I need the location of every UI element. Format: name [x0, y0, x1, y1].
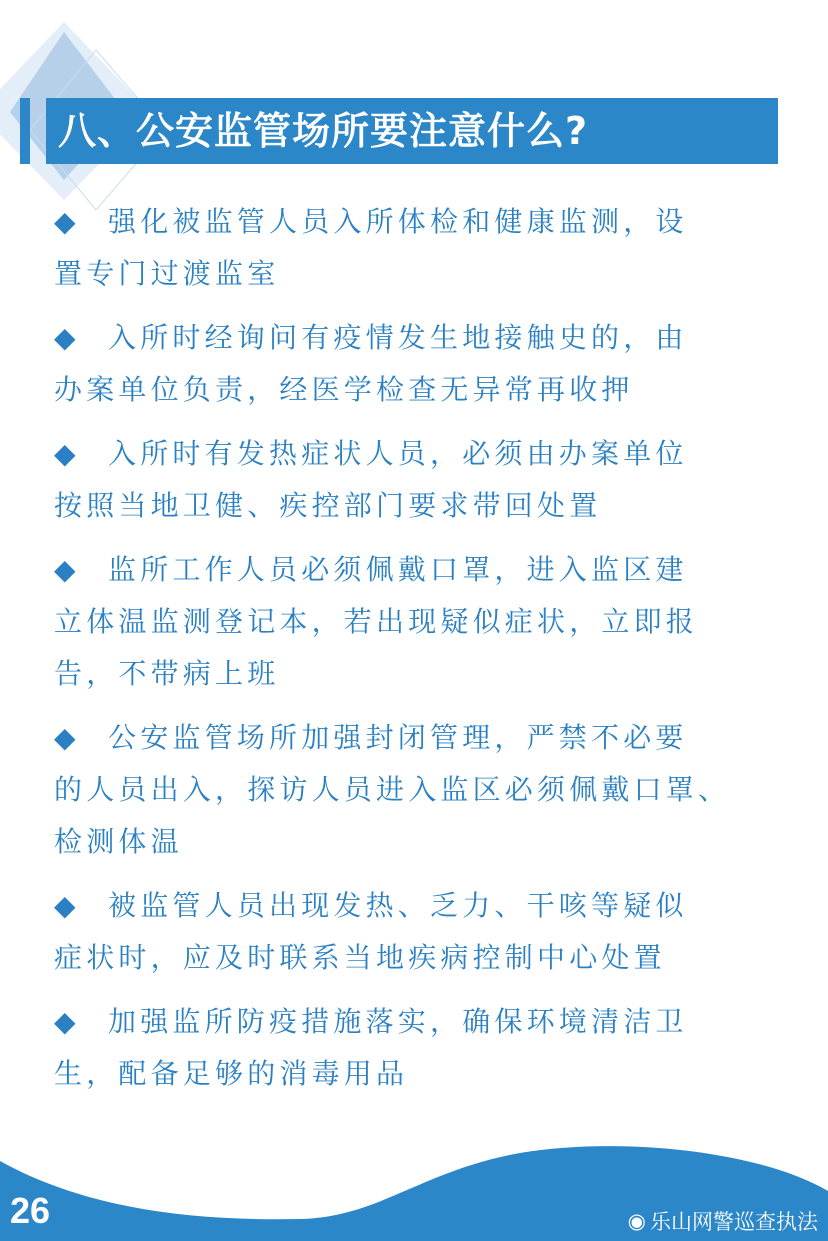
bullet-list	[54, 196, 794, 1112]
diamond-icon: ◆	[54, 1005, 80, 1038]
item-text: 强化被监管人员入所体检和健康监测，设	[108, 205, 688, 238]
item-text: 生，配备足够的消毒用品	[54, 1057, 409, 1090]
list-item	[54, 428, 794, 532]
item-text: 症状时，应及时联系当地疾病控制中心处置	[54, 941, 666, 974]
item-text: 检测体温	[54, 825, 183, 858]
item-line	[54, 248, 794, 300]
item-text: 的人员出入，探访人员进入监区必须佩戴口罩、	[54, 773, 731, 806]
item-line	[54, 932, 794, 984]
diamond-icon: ◆	[54, 889, 80, 922]
item-text: 按照当地卫健、疾控部门要求带回处置	[54, 489, 602, 522]
item-line	[54, 196, 794, 248]
item-line	[54, 764, 794, 816]
diamond-icon: ◆	[54, 321, 80, 354]
item-text: 入所时有发热症状人员，必须由办案单位	[108, 437, 688, 470]
item-text: 被监管人员出现发热、乏力、干咳等疑似	[108, 889, 688, 922]
list-item	[54, 880, 794, 984]
diamond-icon: ◆	[54, 437, 80, 470]
weibo-icon: ◉	[627, 1209, 646, 1233]
item-text: 告，不带病上班	[54, 657, 280, 690]
item-text: 公安监管场所加强封闭管理，严禁不必要	[108, 721, 688, 754]
item-text: 监所工作人员必须佩戴口罩，进入监区建	[108, 553, 688, 586]
watermark-text: 乐山网警巡查执法	[650, 1210, 818, 1234]
item-text: 加强监所防疫措施落实，确保环境清洁卫	[108, 1005, 688, 1038]
item-text: 办案单位负责，经医学检查无异常再收押	[54, 373, 634, 406]
item-line	[54, 996, 794, 1048]
item-text: 立体温监测登记本，若出现疑似症状，立即报	[54, 605, 699, 638]
list-item	[54, 312, 794, 416]
page-number: 26	[10, 1190, 51, 1231]
item-line	[54, 544, 794, 596]
list-item	[54, 712, 794, 868]
item-line	[54, 816, 794, 868]
item-text: 置专门过渡监室	[54, 257, 280, 290]
title-accent-bar	[20, 98, 30, 164]
watermark	[628, 1206, 818, 1236]
item-line	[54, 880, 794, 932]
diamond-icon: ◆	[54, 205, 80, 238]
item-line	[54, 480, 794, 532]
item-line	[54, 596, 794, 648]
item-line	[54, 1048, 794, 1100]
diamond-icon: ◆	[54, 721, 80, 754]
list-item	[54, 196, 794, 300]
item-line	[54, 312, 794, 364]
list-item	[54, 996, 794, 1100]
item-text: 入所时经询问有疫情发生地接触史的，由	[108, 321, 688, 354]
page-title: 八、公安监管场所要注意什么?	[46, 98, 778, 164]
item-line	[54, 364, 794, 416]
diamond-icon: ◆	[54, 553, 80, 586]
item-line	[54, 648, 794, 700]
list-item	[54, 544, 794, 700]
item-line	[54, 428, 794, 480]
item-line	[54, 712, 794, 764]
